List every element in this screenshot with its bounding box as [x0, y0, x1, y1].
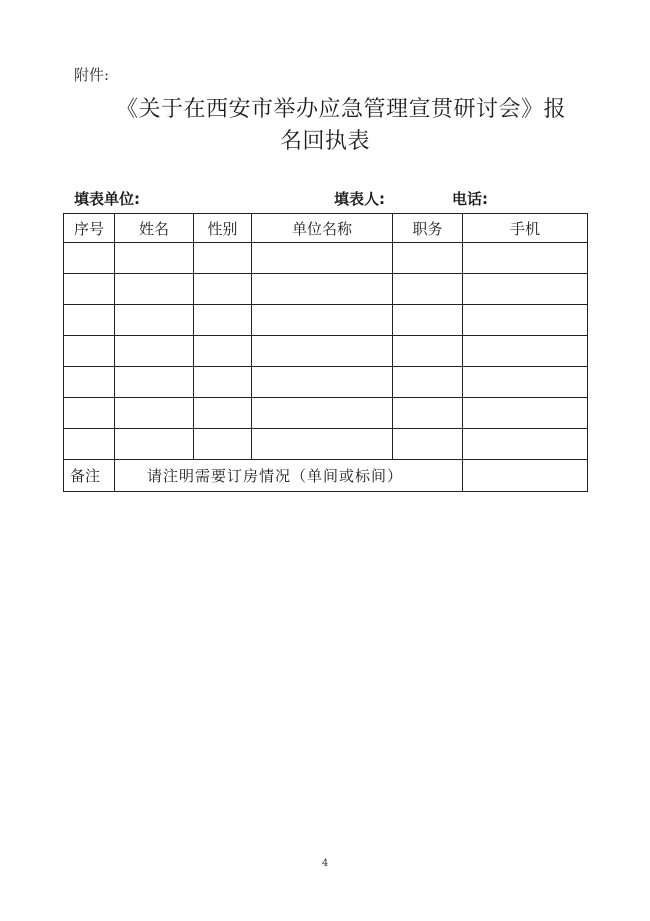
table-header-row: [64, 214, 588, 243]
table-body: [64, 243, 588, 460]
cell-organization[interactable]: [252, 336, 393, 367]
cell-gender[interactable]: [194, 243, 252, 274]
fill-person-label: 填表人:: [334, 190, 385, 208]
cell-organization[interactable]: [252, 429, 393, 460]
cell-index[interactable]: [64, 367, 115, 398]
cell-name[interactable]: [115, 367, 194, 398]
phone-label: 电话:: [452, 190, 488, 208]
header-organization: 单位名称: [252, 214, 393, 243]
registration-table: [63, 213, 588, 492]
note-text: 请注明需要订房情况（单间或标间）: [115, 460, 463, 492]
table-row: [64, 243, 588, 274]
cell-position[interactable]: [393, 305, 463, 336]
cell-gender[interactable]: [194, 274, 252, 305]
cell-gender[interactable]: [194, 305, 252, 336]
cell-mobile[interactable]: [463, 429, 588, 460]
table-row: [64, 336, 588, 367]
table-row: [64, 429, 588, 460]
attachment-label: 附件:: [74, 66, 110, 84]
header-gender: 性别: [194, 214, 252, 243]
cell-position[interactable]: [393, 274, 463, 305]
cell-gender[interactable]: [194, 336, 252, 367]
cell-gender[interactable]: [194, 367, 252, 398]
cell-index[interactable]: [64, 274, 115, 305]
cell-name[interactable]: [115, 305, 194, 336]
cell-index[interactable]: [64, 429, 115, 460]
cell-name[interactable]: [115, 429, 194, 460]
cell-name[interactable]: [115, 274, 194, 305]
cell-mobile[interactable]: [463, 274, 588, 305]
cell-index[interactable]: [64, 305, 115, 336]
page-number: 4: [321, 858, 329, 869]
cell-name[interactable]: [115, 243, 194, 274]
cell-position[interactable]: [393, 398, 463, 429]
cell-mobile[interactable]: [463, 243, 588, 274]
cell-mobile[interactable]: [463, 367, 588, 398]
table-row: [64, 305, 588, 336]
cell-organization[interactable]: [252, 398, 393, 429]
cell-mobile[interactable]: [463, 336, 588, 367]
note-blank-cell[interactable]: [463, 460, 588, 492]
cell-index[interactable]: [64, 243, 115, 274]
header-mobile: 手机: [463, 214, 588, 243]
cell-position[interactable]: [393, 336, 463, 367]
cell-name[interactable]: [115, 398, 194, 429]
form-title-line1: 《关于在西安市举办应急管理宣贯研讨会》报: [115, 97, 566, 122]
cell-organization[interactable]: [252, 367, 393, 398]
cell-gender[interactable]: [194, 429, 252, 460]
cell-organization[interactable]: [252, 243, 393, 274]
header-position: 职务: [393, 214, 463, 243]
fill-unit-label: 填表单位:: [74, 190, 140, 208]
header-index: 序号: [64, 214, 115, 243]
form-title-line2: 名回执表: [279, 129, 370, 154]
table-row: [64, 274, 588, 305]
cell-index[interactable]: [64, 398, 115, 429]
cell-gender[interactable]: [194, 398, 252, 429]
note-label: 备注: [64, 460, 115, 492]
cell-organization[interactable]: [252, 274, 393, 305]
cell-position[interactable]: [393, 243, 463, 274]
table-row: [64, 398, 588, 429]
cell-mobile[interactable]: [463, 398, 588, 429]
note-row: [64, 460, 588, 492]
header-name: 姓名: [115, 214, 194, 243]
table-row: [64, 367, 588, 398]
cell-organization[interactable]: [252, 305, 393, 336]
cell-position[interactable]: [393, 429, 463, 460]
cell-position[interactable]: [393, 367, 463, 398]
cell-mobile[interactable]: [463, 305, 588, 336]
cell-index[interactable]: [64, 336, 115, 367]
cell-name[interactable]: [115, 336, 194, 367]
